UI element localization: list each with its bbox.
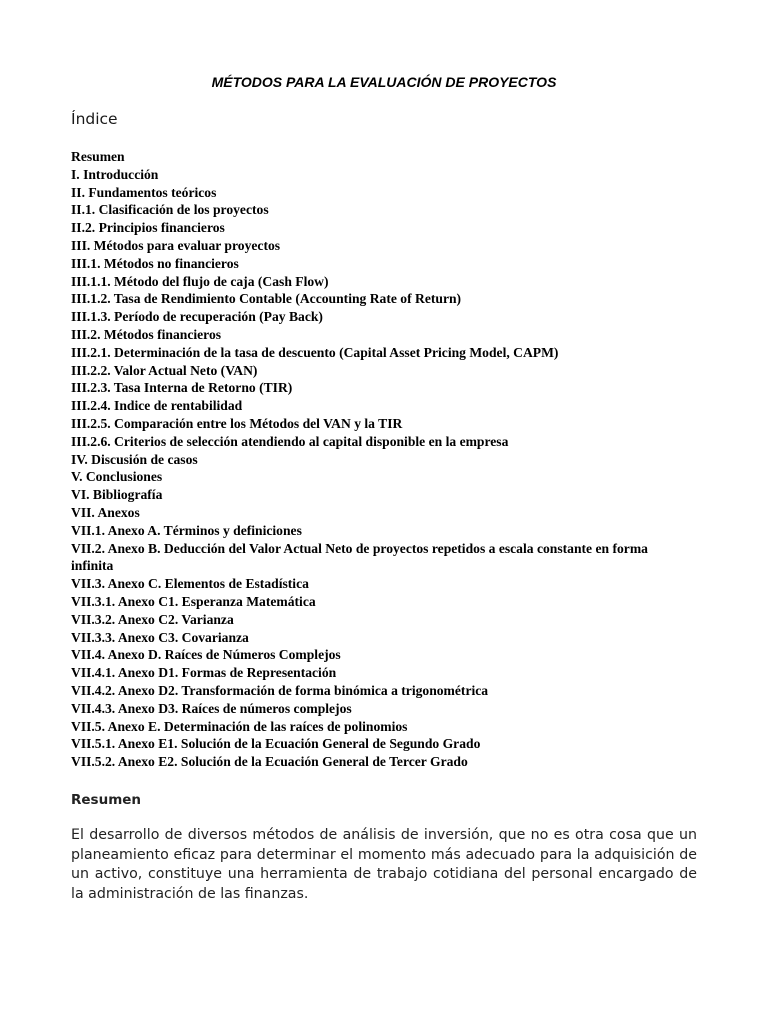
toc-entry: VII.4.1. Anexo D1. Formas de Representación [71,665,337,681]
toc-entry: IV. Discusión de casos [71,451,198,467]
toc-entry: V. Conclusiones [71,469,163,485]
toc-entry: III.2.1. Determinación de la tasa de descuento (Capital Asset Pricing Model, CAPM) [71,344,559,360]
toc-entry: III.2. Métodos financieros [71,326,222,342]
toc-entry: VII.3.3. Anexo C3. Covarianza [71,629,249,645]
toc-entry: II.2. Principios financieros [71,220,225,236]
toc-entry: VII.5.1. Anexo E1. Solución de la Ecuación General de Segundo Grado [71,736,481,752]
toc-entry: III.1.3. Período de recuperación (Pay Back) [71,309,323,325]
toc-entry: VI. Bibliografía [71,487,163,503]
resumen-paragraph: El desarrollo de diversos métodos de análisis de inversión, que no es otra cosa que un planeamiento eficaz para determinar el momento más adecuado para la adquisición de un activo, constituye una herramienta de trabajo cotidiana del personal encargado de la administración de las finanzas. [71,827,697,902]
toc-entry: III. Métodos para evaluar proyectos [71,237,281,253]
toc-entry: III.1.2. Tasa de Rendimiento Contable (Accounting Rate of Return) [71,291,462,307]
toc-entry: III.1.1. Método del flujo de caja (Cash Flow) [71,273,329,289]
toc-entry: VII. Anexos [71,504,140,520]
toc-entry: III.1. Métodos no financieros [71,255,239,271]
toc-entry: III.2.2. Valor Actual Neto (VAN) [71,362,258,378]
toc-entry: VII.4.2. Anexo D2. Transformación de forma binómica a trigonométrica [71,682,489,698]
toc-entry: VII.4. Anexo D. Raíces de Números Complejos [71,647,341,663]
toc-entry: I. Introducción [71,166,159,182]
toc-entry: VII.3.2. Anexo C2. Varianza [71,611,234,627]
toc-entry: VII.2. Anexo B. Deducción del Valor Actual Neto de proyectos repetidos a escala constante en forma infinita [71,540,648,574]
index-heading: Índice [71,110,118,128]
toc-entry: VII.5. Anexo E. Determinación de las raíces de polinomios [71,718,408,734]
toc-entry: Resumen [71,149,125,164]
toc-entry: VII.3.1. Anexo C1. Esperanza Matemática [71,593,316,609]
resumen-heading: Resumen [71,792,142,808]
toc-entry: III.2.6. Criterios de selección atendiendo al capital disponible en la empresa [71,433,509,449]
toc-entry: III.2.4. Indice de rentabilidad [71,398,243,414]
table-of-contents [71,148,681,771]
toc-entry: VII.1. Anexo A. Términos y definiciones [71,522,302,538]
toc-entry: VII.5.2. Anexo E2. Solución de la Ecuación General de Tercer Grado [71,754,468,770]
toc-entry: II.1. Clasificación de los proyectos [71,202,269,218]
toc-entry: III.2.5. Comparación entre los Métodos del VAN y la TIR [71,415,403,431]
toc-entry: II. Fundamentos teóricos [71,184,217,200]
toc-entry: VII.3. Anexo C. Elementos de Estadística [71,576,309,592]
toc-entry: VII.4.3. Anexo D3. Raíces de números complejos [71,700,352,716]
toc-entry: III.2.3. Tasa Interna de Retorno (TIR) [71,380,293,396]
document-title: MÉTODOS PARA LA EVALUACIÓN DE PROYECTOS [211,74,557,90]
